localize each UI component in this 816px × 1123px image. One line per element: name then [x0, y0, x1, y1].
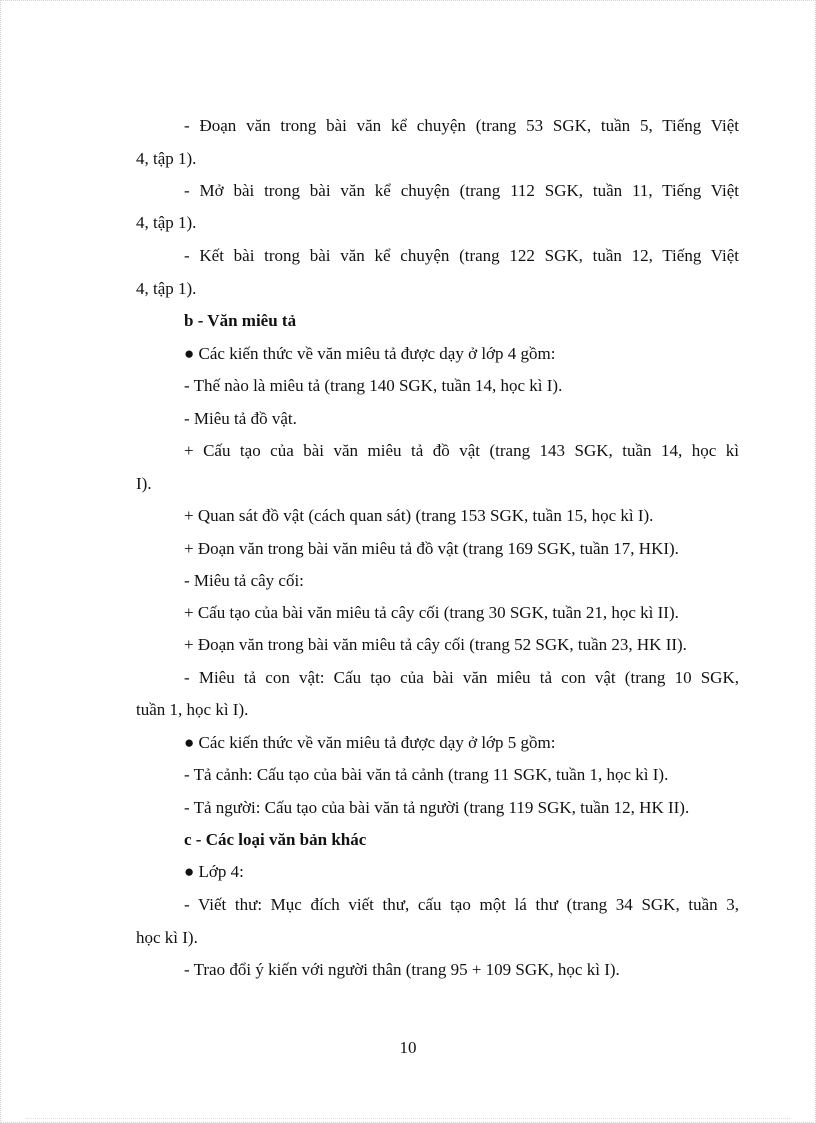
text-line: - Đoạn văn trong bài văn kể chuyện (trang 53 SGK, tuần 5, Tiếng Việt [184, 116, 739, 135]
text-line: 4, tập 1). [136, 149, 197, 168]
text-line: - Tả người: Cấu tạo của bài văn tả người (trang 119 SGK, tuần 12, HK II). [184, 798, 690, 817]
text-line: + Đoạn văn trong bài văn miêu tả đồ vật (trang 169 SGK, tuần 17, HKI). [184, 539, 679, 558]
text-line: + Đoạn văn trong bài văn miêu tả cây cối (trang 52 SGK, tuần 23, HK II). [184, 635, 687, 654]
page-number: 10 [399, 1038, 417, 1057]
section-heading: b - Văn miêu tả [184, 311, 297, 330]
text-line: 4, tập 1). [136, 279, 197, 298]
text-line: - Trao đổi ý kiến với người thân (trang 95 + 109 SGK, học kì I). [184, 960, 620, 979]
text-line: học kì I). [136, 928, 198, 947]
section-heading: c - Các loại văn bản khác [184, 830, 367, 849]
text-line: + Cấu tạo của bài văn miêu tả đồ vật (trang 143 SGK, tuần 14, học kì [184, 441, 739, 460]
text-line: tuần 1, học kì I). [136, 700, 249, 719]
text-line: - Tả cảnh: Cấu tạo của bài văn tả cảnh (trang 11 SGK, tuần 1, học kì I). [184, 765, 669, 784]
text-line: 4, tập 1). [136, 213, 197, 232]
text-line: + Quan sát đồ vật (cách quan sát) (trang 153 SGK, tuần 15, học kì I). [184, 506, 654, 525]
text-line: - Thế nào là miêu tả (trang 140 SGK, tuần 14, học kì I). [184, 376, 563, 395]
text-line: - Miêu tả con vật: Cấu tạo của bài văn miêu tả con vật (trang 10 SGK, [184, 668, 739, 687]
text-line: - Mở bài trong bài văn kể chuyện (trang 112 SGK, tuần 11, Tiếng Việt [184, 181, 739, 200]
text-line: - Viết thư: Mục đích viết thư, cấu tạo một lá thư (trang 34 SGK, tuần 3, [184, 895, 739, 914]
text-line: - Kết bài trong bài văn kể chuyện (trang 122 SGK, tuần 12, Tiếng Việt [184, 246, 739, 265]
bullet-line: ● Lớp 4: [184, 862, 244, 881]
text-line: - Miêu tả cây cối: [184, 571, 304, 590]
page-bottom-divider [26, 1118, 790, 1119]
text-line: + Cấu tạo của bài văn miêu tả cây cối (trang 30 SGK, tuần 21, học kì II). [184, 603, 679, 622]
bullet-line: ● Các kiến thức về văn miêu tả được dạy ở lớp 5 gồm: [184, 733, 556, 752]
text-line: - Miêu tả đồ vật. [184, 409, 297, 428]
bullet-line: ● Các kiến thức về văn miêu tả được dạy ở lớp 4 gồm: [184, 344, 556, 363]
text-line: I). [136, 474, 152, 493]
